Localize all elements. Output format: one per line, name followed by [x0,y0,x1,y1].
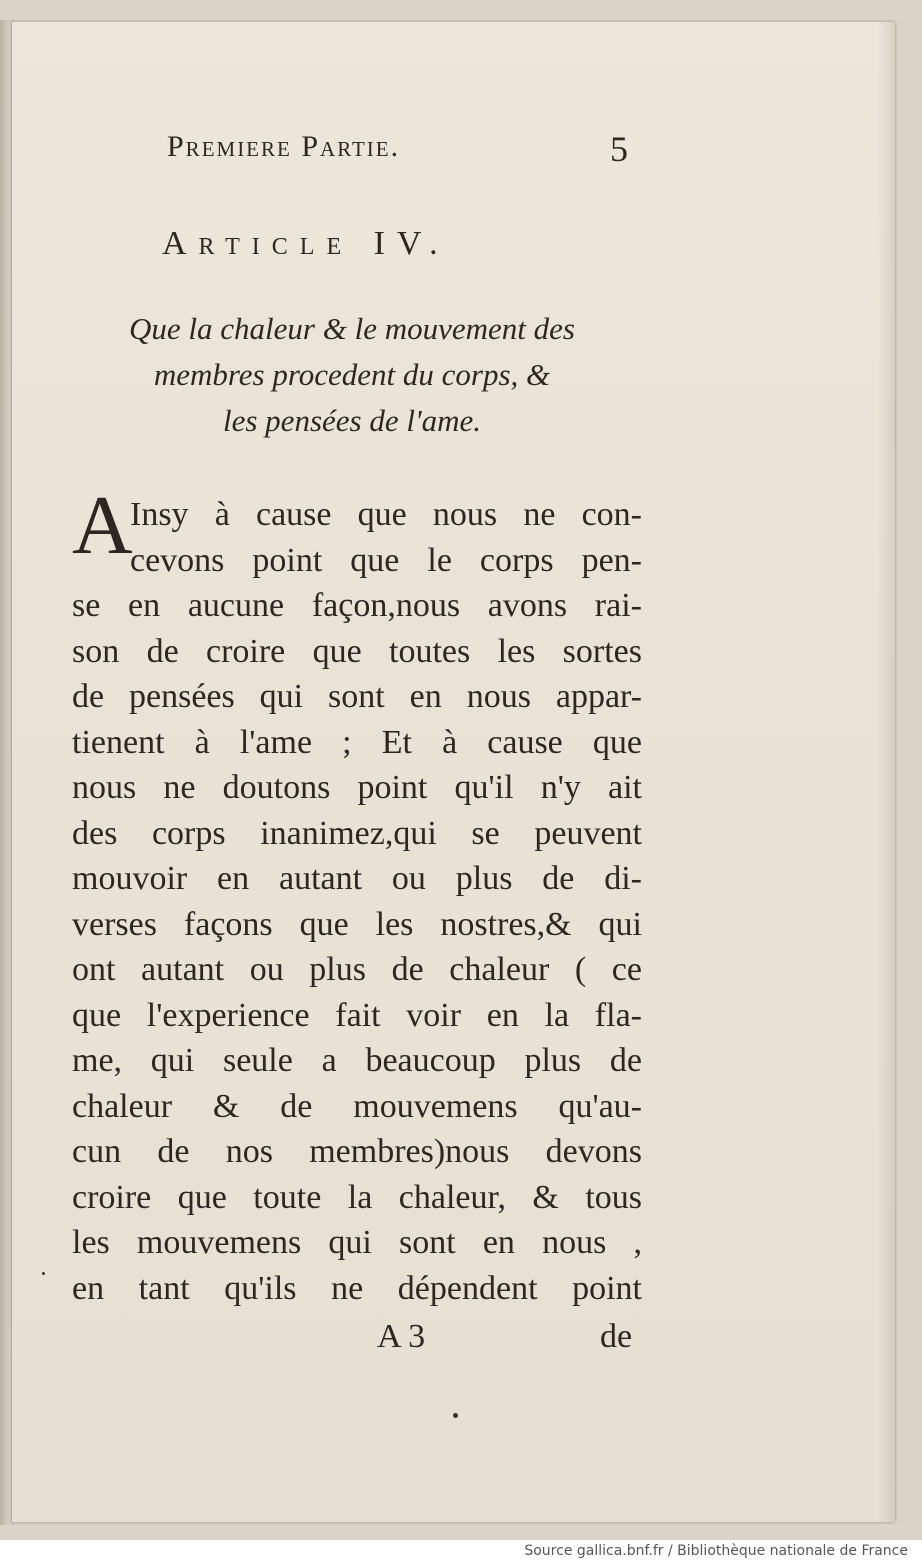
body-line: son de croire que toutes les sortes [72,632,642,670]
body-line: en tant qu'ils ne dépendent point [72,1269,642,1307]
body-line: tienent à l'ame ; Et à cause que [72,723,642,761]
body-line: croire que toute la chaleur, & tous [72,1178,642,1216]
body-line: que l'experience fait voir en la fla- [72,996,642,1034]
body-line: chaleur & de mouvemens qu'au- [72,1087,642,1125]
drop-cap: A [72,479,133,572]
body-line: les mouvemens qui sont en nous , [72,1224,642,1261]
source-credit: Source gallica.bnf.fr / Bibliothèque nationale de France [524,1543,908,1559]
body-line: se en aucune façon,nous avons rai- [72,587,642,624]
body-line: de pensées qui sont en nous appar- [72,678,642,715]
article-heading: Article IV. [162,225,450,262]
ink-speck [42,1272,45,1275]
catchword: de [600,1318,633,1355]
body-line: cevons point que le corps pen- [130,541,642,579]
body-line: verses façons que les nostres,& qui [72,905,642,943]
body-text [72,492,642,1311]
book-page [12,22,895,1522]
body-line: cun de nos membres)nous devons [72,1133,642,1170]
body-line: me, qui seule a beaucoup plus de [72,1042,642,1079]
running-head: Premiere Partie. [167,130,401,163]
ink-speck [453,1413,458,1418]
body-line: nous ne doutons point qu'il n'y ait [72,769,642,806]
page-number: 5 [610,129,628,169]
subtitle-line: membres procedent du corps, & [153,357,551,392]
body-line: mouvoir en autant ou plus de di- [72,860,642,897]
article-subtitle [52,306,652,444]
body-line: des corps inanimez,qui se peuvent [72,814,642,852]
subtitle-line: Que la chaleur & le mouvement des [129,311,575,346]
subtitle-line: les pensées de l'ame. [223,403,481,438]
body-line: ont autant ou plus de chaleur ( ce [72,951,642,988]
body-line: Insy à cause que nous ne con- [130,496,642,533]
signature-mark: A 3 [377,1318,426,1355]
